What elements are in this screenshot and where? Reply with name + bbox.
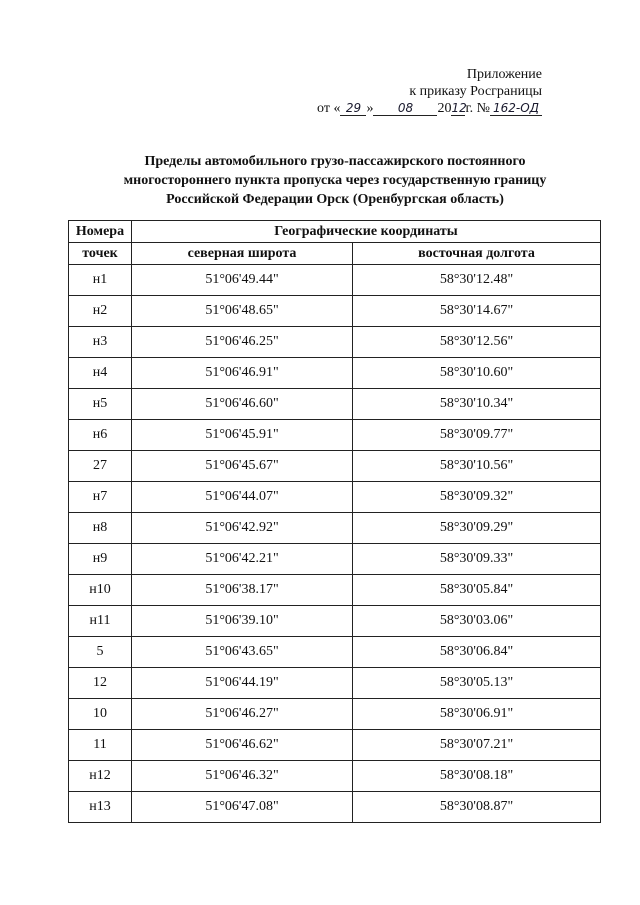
latitude-cell: 51°06'46.25" (132, 327, 353, 358)
header-point-number-top: Номера (69, 221, 132, 243)
table-row (69, 265, 601, 296)
point-id-cell: н5 (69, 389, 132, 420)
title-line-2: многостороннего пункта пропуска через государственную границу (123, 173, 547, 188)
latitude-cell: 51°06'39.10" (132, 606, 353, 637)
latitude-cell: 51°06'46.62" (132, 730, 353, 761)
point-id-cell: н8 (69, 513, 132, 544)
annex-order-number-handwritten: 162-ОД (490, 102, 542, 116)
longitude-cell: 58°30'03.06" (353, 606, 601, 637)
annex-title: Приложение (466, 67, 542, 82)
table-row (69, 668, 601, 699)
longitude-cell: 58°30'12.48" (353, 265, 601, 296)
table-row (69, 761, 601, 792)
latitude-cell: 51°06'45.91" (132, 420, 353, 451)
latitude-cell: 51°06'46.32" (132, 761, 353, 792)
longitude-cell: 58°30'09.33" (353, 544, 601, 575)
longitude-cell: 58°30'08.87" (353, 792, 601, 823)
longitude-cell: 58°30'09.29" (353, 513, 601, 544)
table-row (69, 296, 601, 327)
header-north-latitude: северная широта (132, 243, 353, 265)
table-row (69, 730, 601, 761)
point-id-cell: 27 (69, 451, 132, 482)
point-id-cell: н7 (69, 482, 132, 513)
latitude-cell: 51°06'38.17" (132, 575, 353, 606)
table-row (69, 606, 601, 637)
table-row (69, 544, 601, 575)
coordinates-table (68, 220, 601, 823)
point-id-cell: 5 (69, 637, 132, 668)
longitude-cell: 58°30'08.18" (353, 761, 601, 792)
table-row (69, 389, 601, 420)
header-east-longitude: восточная долгота (353, 243, 601, 265)
latitude-cell: 51°06'49.44" (132, 265, 353, 296)
table-row (69, 637, 601, 668)
longitude-cell: 58°30'06.84" (353, 637, 601, 668)
latitude-cell: 51°06'46.60" (132, 389, 353, 420)
table-row (69, 575, 601, 606)
table-row (69, 451, 601, 482)
latitude-cell: 51°06'42.92" (132, 513, 353, 544)
point-id-cell: н9 (69, 544, 132, 575)
point-id-cell: 11 (69, 730, 132, 761)
longitude-cell: 58°30'10.34" (353, 389, 601, 420)
latitude-cell: 51°06'45.67" (132, 451, 353, 482)
header-row-1 (69, 221, 601, 243)
latitude-cell: 51°06'48.65" (132, 296, 353, 327)
title-line-1: Пределы автомобильного грузо-пассажирского постоянного (144, 154, 526, 169)
longitude-cell: 58°30'10.60" (353, 358, 601, 389)
latitude-cell: 51°06'44.19" (132, 668, 353, 699)
annex-day-handwritten: 29 (340, 102, 366, 116)
latitude-cell: 51°06'46.27" (132, 699, 353, 730)
longitude-cell: 58°30'05.84" (353, 575, 601, 606)
annex-month-handwritten: 08 (373, 102, 437, 116)
latitude-cell: 51°06'44.07" (132, 482, 353, 513)
point-id-cell: н13 (69, 792, 132, 823)
table-row (69, 358, 601, 389)
header-geo-coordinates: Географические координаты (132, 221, 601, 243)
table-row (69, 327, 601, 358)
header-point-number-bottom: точек (69, 243, 132, 265)
table-row (69, 420, 601, 451)
table-row (69, 699, 601, 730)
point-id-cell: н1 (69, 265, 132, 296)
annex-block (317, 66, 542, 117)
point-id-cell: 12 (69, 668, 132, 699)
point-id-cell: н4 (69, 358, 132, 389)
point-id-cell: н10 (69, 575, 132, 606)
longitude-cell: 58°30'05.13" (353, 668, 601, 699)
point-id-cell: н2 (69, 296, 132, 327)
latitude-cell: 51°06'43.65" (132, 637, 353, 668)
point-id-cell: н12 (69, 761, 132, 792)
annex-number-label: г. № (465, 101, 490, 116)
title-line-3: Российской Федерации Орск (Оренбургская область) (166, 192, 504, 207)
point-id-cell: н11 (69, 606, 132, 637)
annex-year-prefix: 20 (437, 101, 452, 116)
latitude-cell: 51°06'47.08" (132, 792, 353, 823)
latitude-cell: 51°06'42.21" (132, 544, 353, 575)
table-row (69, 792, 601, 823)
table-row (69, 482, 601, 513)
longitude-cell: 58°30'10.56" (353, 451, 601, 482)
annex-from-prefix: от « (317, 101, 341, 116)
coordinates-table-header (69, 221, 601, 265)
longitude-cell: 58°30'12.56" (353, 327, 601, 358)
document-title (70, 152, 600, 209)
point-id-cell: н6 (69, 420, 132, 451)
longitude-cell: 58°30'06.91" (353, 699, 601, 730)
table-row (69, 513, 601, 544)
longitude-cell: 58°30'14.67" (353, 296, 601, 327)
annex-order-ref: к приказу Росграницы (409, 84, 542, 99)
annex-year-handwritten: 12 (451, 101, 467, 115)
header-row-2 (69, 243, 601, 265)
longitude-cell: 58°30'09.77" (353, 420, 601, 451)
point-id-cell: н3 (69, 327, 132, 358)
longitude-cell: 58°30'09.32" (353, 482, 601, 513)
annex-close-quote: » (366, 101, 374, 116)
longitude-cell: 58°30'07.21" (353, 730, 601, 761)
latitude-cell: 51°06'46.91" (132, 358, 353, 389)
annex-date-line (317, 100, 542, 117)
point-id-cell: 10 (69, 699, 132, 730)
coordinates-table-body (69, 265, 601, 823)
